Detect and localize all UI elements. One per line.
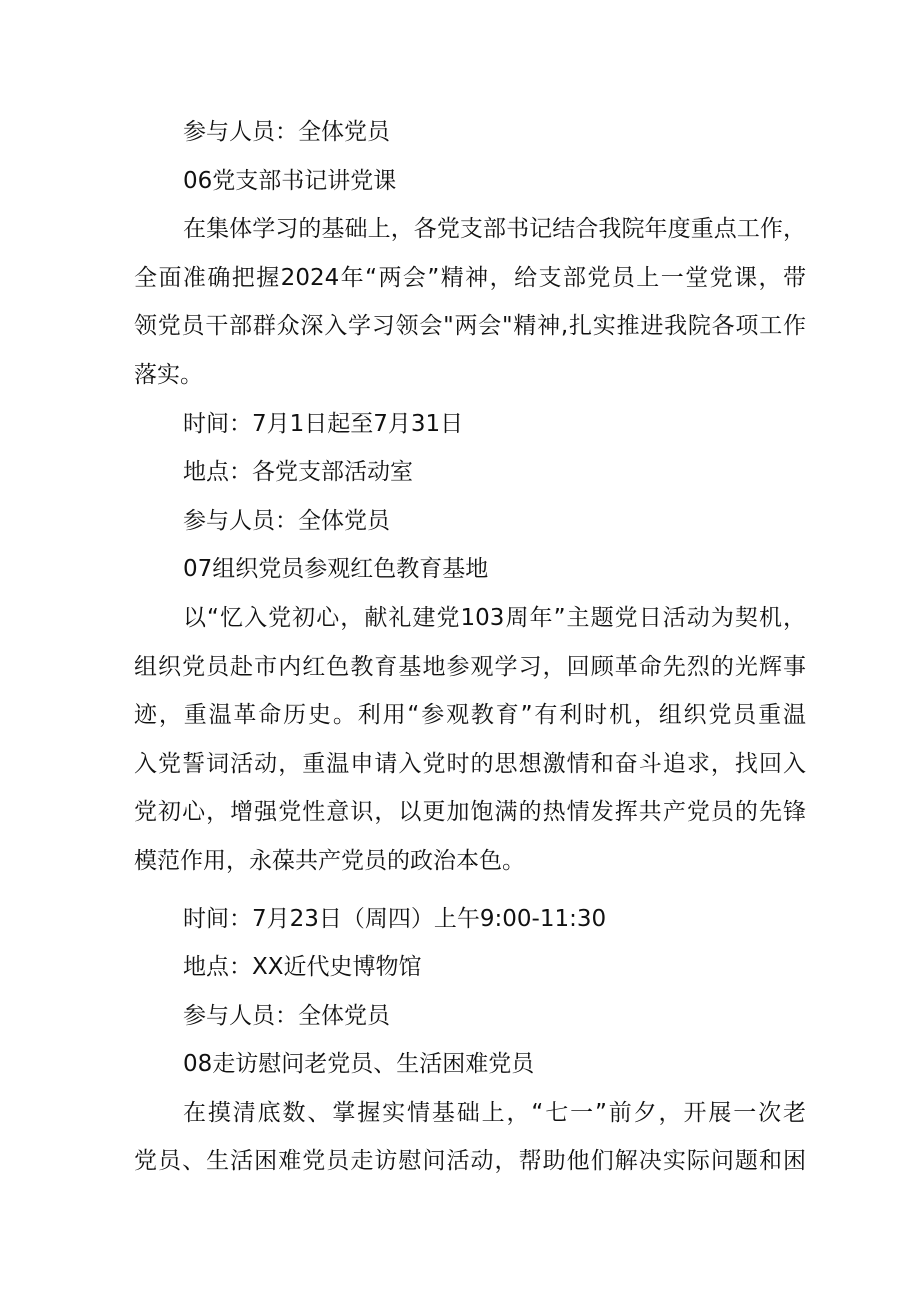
- time-line: 时间：7月23日（周四）上午9:00-11:30: [183, 905, 607, 932]
- paragraph-line: 组织党员赴市内红色教育基地参观学习，回顾革命先烈的光辉事: [134, 653, 806, 680]
- paragraph-line: 以“忆入党初心，献礼建党103周年”主题党日活动为契机，: [183, 604, 806, 631]
- paragraph-line: 落实。: [134, 361, 203, 388]
- paragraph-line: 迹，重温革命历史。利用“参观教育”有利时机，组织党员重温: [134, 702, 806, 729]
- participants-line: 参与人员：全体党员: [183, 507, 390, 534]
- paragraph-line: 党员、生活困难党员走访慰问活动，帮助他们解决实际问题和困: [134, 1148, 806, 1175]
- section-heading: 08走访慰问老党员、生活困难党员: [183, 1051, 535, 1078]
- section-heading: 06党支部书记讲党课: [183, 167, 397, 194]
- section-heading: 07组织党员参观红色教育基地: [183, 556, 489, 583]
- paragraph-line: 模范作用，永葆共产党员的政治本色。: [134, 847, 525, 874]
- paragraph-line: 在摸清底数、掌握实情基础上，“七一”前夕，开展一次老: [183, 1099, 806, 1126]
- paragraph-line: 党初心，增强党性意识，以更加饱满的热情发挥共产党员的先锋: [134, 799, 806, 826]
- document-body: [134, 108, 806, 1186]
- paragraph-line: 全面准确把握2024年“两会”精神，给支部党员上一堂党课，带: [134, 264, 806, 291]
- paragraph-line: 领党员干部群众深入学习领会"两会"精神,扎实推进我院各项工作: [134, 313, 806, 340]
- participants-line: 参与人员：全体党员: [183, 1002, 390, 1029]
- location-line: 地点：XX近代史博物馆: [183, 954, 422, 981]
- paragraph-line: 在集体学习的基础上，各党支部书记结合我院年度重点工作，: [183, 216, 806, 243]
- location-line: 地点：各党支部活动室: [183, 459, 413, 486]
- time-line: 时间：7月1日起至7月31日: [183, 410, 464, 437]
- paragraph-gap: [134, 886, 806, 895]
- participants-line: 参与人员：全体党员: [183, 119, 390, 145]
- paragraph-line: 入党誓词活动，重温申请入党时的思想激情和奋斗追求，找回入: [134, 750, 806, 777]
